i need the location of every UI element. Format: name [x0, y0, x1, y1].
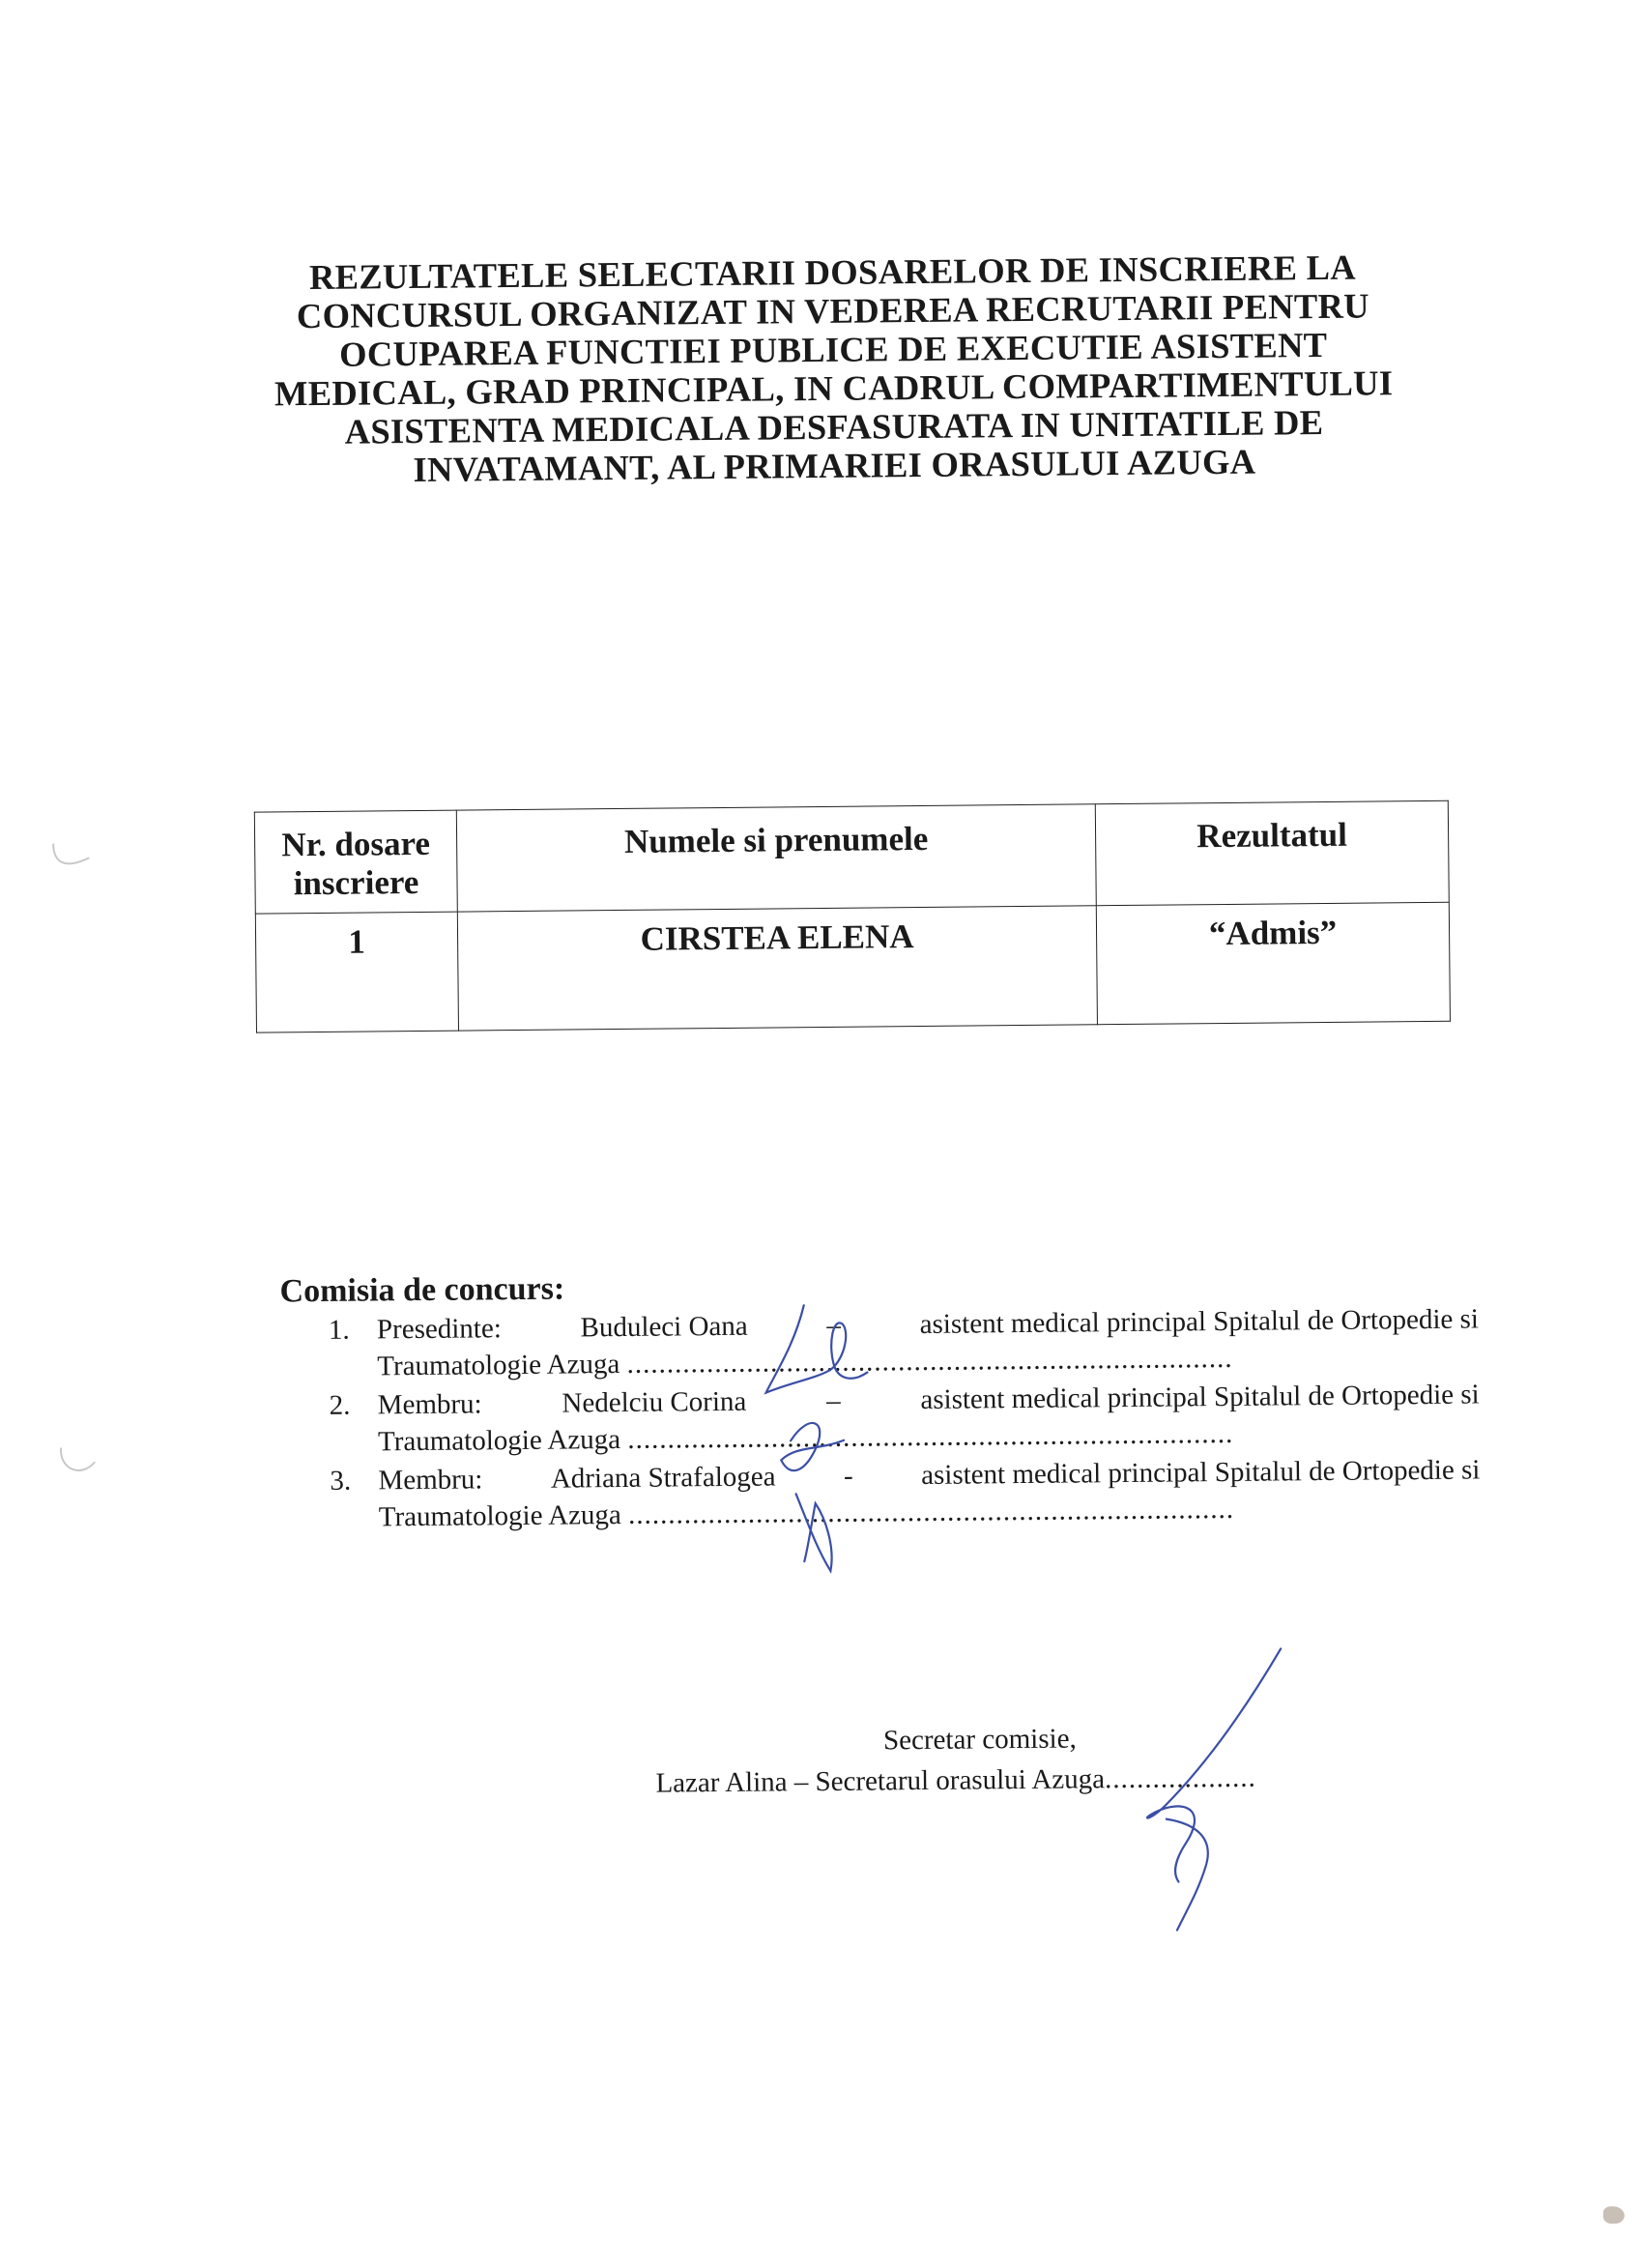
member-number: 2.	[329, 1389, 351, 1421]
scan-mark	[1603, 2206, 1625, 2224]
member-name: Buduleci Oana	[580, 1310, 748, 1344]
member-role: Membru:	[377, 1388, 482, 1421]
member-number: 3.	[330, 1465, 352, 1497]
signature-dots: ............................................................................	[626, 1342, 1233, 1380]
member-institution: Traumatologie Azuga	[377, 1424, 621, 1458]
header-nume-prenume: Numele si prenumele	[456, 804, 1096, 912]
member-separator: –	[825, 1384, 841, 1416]
table-row	[255, 902, 1450, 1032]
member-role: Presedinte:	[376, 1313, 502, 1346]
member-position: asistent medical principal Spitalul de Ortopedie si	[920, 1379, 1480, 1416]
handwritten-signature	[1104, 1639, 1303, 1931]
punch-hole-mark	[45, 838, 94, 877]
member-separator: –	[826, 1309, 842, 1341]
member-institution: Traumatologie Azuga	[378, 1499, 621, 1533]
title-line: CONCURSUL ORGANIZAT IN VEDEREA RECRUTARII PENTRU	[296, 285, 1369, 336]
member-institution: Traumatologie Azuga	[377, 1349, 620, 1382]
handwritten-signature	[736, 1285, 952, 1577]
secretary-name: Lazar Alina – Secretarul orasului Azuga	[655, 1763, 1106, 1799]
member-position: asistent medical principal Spitalul de Ortopedie si	[920, 1454, 1481, 1492]
cell-name: CIRSTEA ELENA	[457, 906, 1097, 1031]
table-header-row	[254, 800, 1449, 914]
punch-hole-mark	[51, 1438, 100, 1486]
member-name: Adriana Strafalogea	[550, 1461, 776, 1495]
signature-dots: ............................................................................	[627, 1493, 1235, 1530]
cell-nr: 1	[255, 912, 458, 1032]
member-number: 1.	[328, 1314, 350, 1346]
results-table	[254, 800, 1451, 1033]
cell-result: “Admis”	[1096, 902, 1450, 1024]
member-position: asistent medical principal Spitalul de Ortopedie si	[919, 1303, 1480, 1341]
member-name: Nedelciu Corina	[562, 1385, 747, 1419]
signature-dots: ...................	[1104, 1761, 1256, 1795]
title-line: OCUPAREA FUNCTIEI PUBLICE DE EXECUTIE ASISTENT	[338, 324, 1328, 374]
header-rezultat: Rezultatul	[1095, 800, 1449, 905]
header-nr-dosare: Nr. dosare inscriere	[254, 810, 457, 914]
signature-dots: ............................................................................	[627, 1417, 1234, 1455]
member-separator: -	[843, 1460, 853, 1492]
title-line: MEDICAL, GRAD PRINCIPAL, IN CADRUL COMPARTIMENTULUI	[274, 363, 1394, 414]
member-role: Membru:	[378, 1464, 483, 1497]
title-line: ASISTENTA MEDICALA DESFASURATA IN UNITATILE DE	[344, 401, 1324, 451]
title-line: INVATAMANT, AL PRIMARIEI ORASULUI AZUGA	[413, 441, 1256, 490]
committee-heading: Comisia de concurs:	[279, 1270, 565, 1310]
document-title	[252, 247, 1414, 491]
secretary-title: Secretar comisie,	[882, 1723, 1077, 1757]
title-line: REZULTATELE SELECTARII DOSARELOR DE INSCRIERE LA	[308, 247, 1357, 298]
